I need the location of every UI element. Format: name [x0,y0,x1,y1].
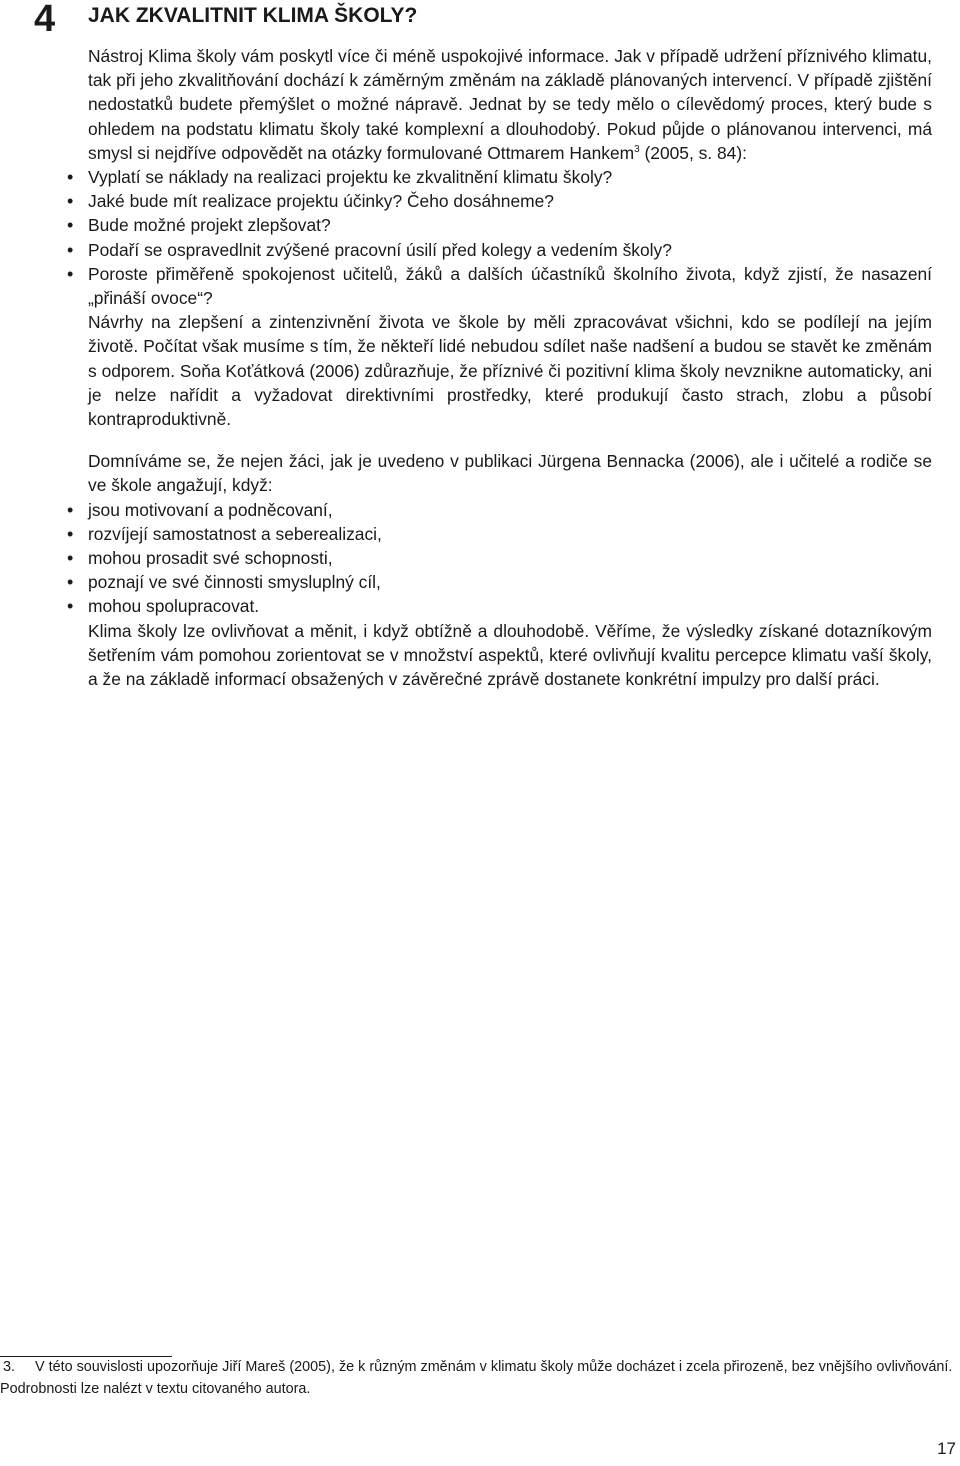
question-list [88,165,932,310]
list-item: • Poroste přiměřeně spokojenost učitelů, žáků a dalších účastníků školního života, když zjistí, že nasazení „přináší ovoce“? [88,262,932,310]
chapter-number: 4 [34,0,56,40]
list-item: • Bude možné projekt zlepšovat? [88,213,932,237]
intro-text-after: (2005, s. 84): [639,142,747,163]
intro-text: Nástroj Klima školy vám poskytl více či méně uspokojivé informace. Jak v případě udržení příznivého klimatu, tak při jeho zkvalitňování dochází k záměrným změnám na základě plánovaných intervencí. V případě zjištění nedostatků budete přemýšlet o možné nápravě. Jednat by se tedy mělo o cílevědomý proces, který bude s ohledem na podstatu klimatu školy také komplexní a dlouhodobý. Pokud půjde o plánovanou intervenci, má smysl si nejdříve odpovědět na otázky formulované Ottmarem Hankem [88,46,932,163]
footnote-number: 3. [3,1359,16,1375]
list-item: • poznají ve své činnosti smysluplný cíl, [88,570,932,594]
list-item: • Vyplatí se náklady na realizaci projektu ke zkvalitnění klimatu školy? [88,165,932,189]
footnote [0,1357,958,1400]
paragraph-conclusion: Klima školy lze ovlivňovat a měnit, i když obtížně a dlouhodobě. Věříme, že výsledky získané dotazníkovým šetřením vám pomohou zorientovat se v množství aspektů, které ovlivňují kvalitu percepce klimatu vaší školy, a že na základě informací obsažených v závěrečné zprávě dostanete konkrétní impulzy pro další práci. [88,620,932,690]
list-item: • mohou spolupracovat. [88,594,932,618]
paragraph-proposals: Návrhy na zlepšení a zintenzivnění života ve škole by měli zpracovávat všichni, kdo se podílejí na jejím životě. Počítat však musíme s tím, že někteří lidé nebudou sdílet naše nadšení a budou se stavět ke změnám s odporem. Soňa Koťátková (2006) zdůrazňuje, že příznivé či pozitivní klima školy nevznikne automaticky, ani je nelze nařídit a vyžadovat direktivními prostředky, které produkují často strach, zlobu a působí kontraproduktivně. [88,312,932,430]
chapter-title: JAK ZKVALITNIT KLIMA ŠKOLY? [88,4,418,27]
footnote-ref: 3 [634,143,640,155]
paragraph-engagement: Domníváme se, že nejen žáci, jak je uvedeno v publikaci Jürgena Bennacka (2006), ale i učitelé a rodiče se ve škole angažují, když: [88,451,932,496]
list-item: • Podaří se ospravedlnit zvýšené pracovní úsilí před kolegy a vedením školy? [88,238,932,262]
list-item: • rozvíjejí samostatnost a seberealizaci, [88,522,932,546]
list-item: • mohou prosadit své schopnosti, [88,546,932,570]
list-item: • Jaké bude mít realizace projektu účinky? Čeho dosáhneme? [88,189,932,213]
intro-paragraph [88,44,932,165]
footnote-text: V této souvislosti upozorňuje Jiří Mareš (2005), že k různým změnám v klimatu školy může docházet i zcela přirozeně, bez vnějšího ovlivňování. Podrobnosti lze nalézt v textu citovaného autora. [0,1359,953,1397]
condition-list [88,498,932,619]
page-number: 17 [937,1439,956,1458]
main-content [88,44,932,691]
list-item: • jsou motivovaní a podněcovaní, [88,498,932,522]
